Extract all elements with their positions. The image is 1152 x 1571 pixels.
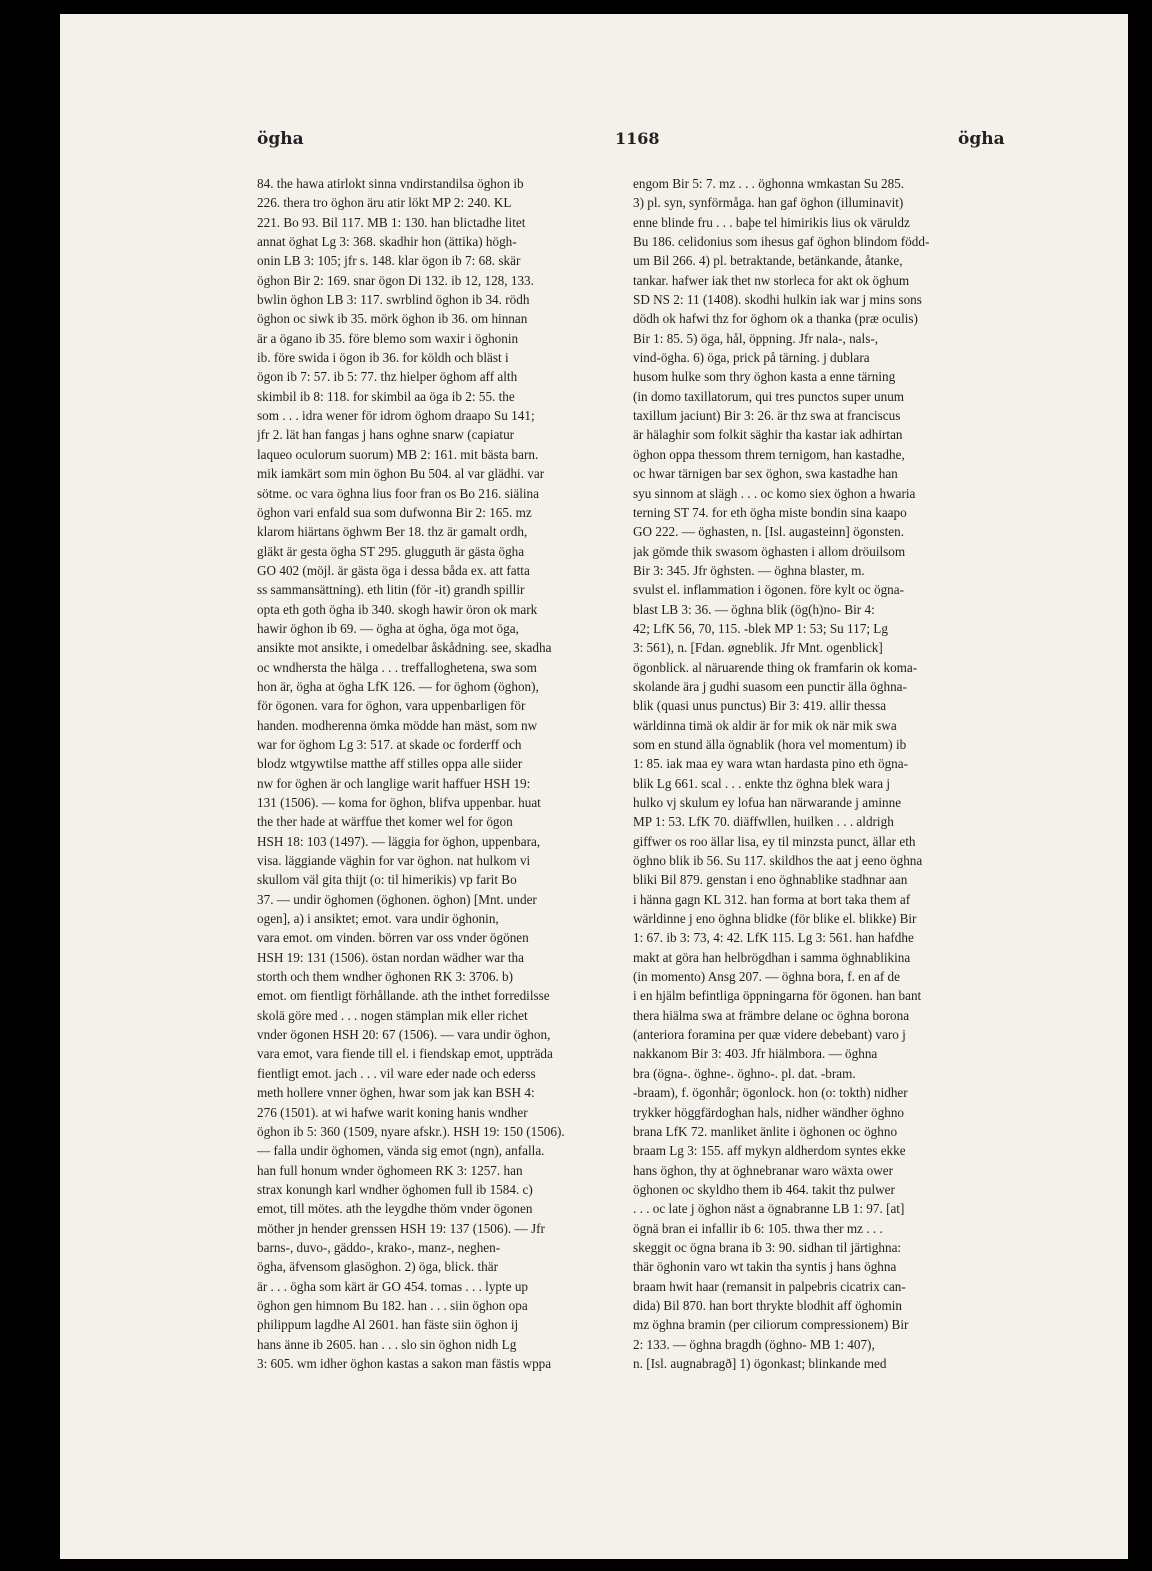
text-line: terning ST 74. for eth ögha miste bondin sina kaapo bbox=[633, 504, 907, 520]
text-line: 84. the hawa atirlokt sinna vndirstandilsa öghon ib bbox=[257, 176, 524, 191]
text-line: war for öghom Lg 3: 517. at skade oc forderff och bbox=[257, 736, 522, 752]
text-line: (in domo taxillatorum, qui tres punctos super unum bbox=[633, 388, 905, 404]
text-line: skolä göre med . . . nogen stämplan mik eller richet bbox=[257, 1007, 528, 1023]
text-line: jfr 2. lät han fangas j hans oghne snarw (capiatur bbox=[257, 427, 515, 443]
text-line: — falla undir öghomen, vända sig emot (ngn), anfalla. bbox=[257, 1143, 545, 1159]
text-line: 3: 561), n. [Fdan. øgneblik. Jfr Mnt. ogenblick] bbox=[633, 640, 883, 656]
text-line: skimbil ib 8: 118. for skimbil aa öga ib 2: 55. the bbox=[257, 388, 515, 404]
text-line: dödh ok hafwi thz for öghom ok a thanka (præ oculis) bbox=[633, 311, 918, 327]
text-line: ogen], a) i ansiktet; emot. vara undir öghonin, bbox=[257, 911, 499, 927]
text-line: emot, till mötes. ath the leygdhe thöm vnder ögonen bbox=[257, 1201, 533, 1217]
text-line: skullom väl gita thijt (o: til himerikis) vp farit Bo bbox=[257, 872, 517, 888]
text-line: dida) Bil 870. han bort thrykte blodhit aff öghomin bbox=[633, 1297, 902, 1313]
text-line: är hälaghir som folkit säghir tha kastar iak adhirtan bbox=[633, 427, 903, 443]
text-line: för ögonen. vara for öghon, vara uppenbarligen för bbox=[257, 698, 526, 714]
text-line: nw for öghen är och langlige warit haffuer HSH 19: bbox=[257, 775, 531, 791]
text-line: brana LfK 72. manliket änlite i öghonen oc öghno bbox=[633, 1123, 898, 1139]
text-line: 1: 85. iak maa ey wara wtan hardasta pino eth ögna- bbox=[633, 756, 909, 772]
text-line: thär öghonin varo wt takin tha syntis j hans öghna bbox=[633, 1259, 897, 1275]
text-line: GO 402 (möjl. är gästa öga i dessa båda ex. att fatta bbox=[257, 562, 530, 578]
text-line: hans öghon, thy at öghnebranar waro wäxta ower bbox=[633, 1162, 894, 1178]
text-line: ansikte mot ansikte, i omedelbar åskådning. see, skadha bbox=[257, 640, 552, 656]
text-line: ögonblick. al näruarende thing ok framfarin ok koma- bbox=[633, 659, 918, 675]
text-line: annat öghat Lg 3: 368. skadhir hon (ättika) högh- bbox=[257, 234, 517, 250]
text-line: trykker höggfärdoghan hals, nidher wändher öghno bbox=[633, 1104, 905, 1120]
text-line: um Bil 266. 4) pl. betraktande, betänkande, åtanke, bbox=[633, 253, 903, 269]
text-line: hawir öghon ib 69. — ögha at ögha, öga mot öga, bbox=[257, 620, 519, 636]
text-line: skolande ära j gudhi suasom een punctir älla öghna- bbox=[633, 678, 907, 694]
text-line: 42; LfK 56, 70, 115. -blek MP 1: 53; Su 117; Lg bbox=[633, 620, 888, 636]
text-line: giffwer os roo ällar lisa, ey til minzsta punct, ällar eth bbox=[633, 833, 916, 849]
text-line: fientligt emot. jach . . . vil ware eder nade och ederss bbox=[257, 1065, 536, 1081]
text-line: tankar. hafwer iak thet nw storleca for akt ok öghum bbox=[633, 272, 910, 288]
text-line: the ther hade at wärffue thet komer wel for ögon bbox=[257, 814, 513, 830]
text-line: . . . oc late j öghon näst a ögnabranne LB 1: 97. [at] bbox=[633, 1201, 905, 1217]
text-line: 226. thera tro öghon äru atir lökt MP 2: 240. KL bbox=[257, 195, 512, 211]
text-line: wärldinna timä ok aldir är for mik ok när mik swa bbox=[633, 717, 897, 733]
text-line: 221. Bo 93. Bil 117. MB 1: 130. han blictadhe litet bbox=[257, 214, 526, 230]
text-line: MP 1: 53. LfK 70. diäffwllen, huilken . . . aldrigh bbox=[633, 814, 894, 830]
header-right-headword: ögha bbox=[958, 129, 1005, 149]
text-line: klarom hiärtans öghwm Ber 18. thz är gamalt ordh, bbox=[257, 524, 528, 540]
text-line: husom hulke som thry öghon kasta a enne tärning bbox=[633, 369, 896, 385]
text-line: handen. modherenna ömka mödde han mäst, som nw bbox=[257, 717, 538, 733]
text-line: opta eth goth ögha ib 340. skogh hawir öron ok mark bbox=[257, 601, 538, 617]
text-line: mz öghna bramin (per ciliorum compressionem) Bir bbox=[633, 1317, 909, 1333]
text-line: HSH 18: 103 (1497). — läggia for öghon, uppenbara, bbox=[257, 833, 541, 849]
text-line: vind-ögha. 6) öga, prick på tärning. j dublara bbox=[633, 350, 870, 366]
text-line: vara emot. om vinden. börren var oss vnder ögönen bbox=[257, 930, 529, 946]
text-line: syu sinnom at slägh . . . oc komo siex öghon a hwaria bbox=[633, 485, 916, 501]
text-line: är . . . ögha som kärt är GO 454. tomas . . . lypte up bbox=[257, 1278, 529, 1294]
text-line: öghon oppa thessom threm ternigom, han kastadhe, bbox=[633, 446, 905, 462]
text-line: strax konungh karl wndher öghomen full ib 1584. c) bbox=[257, 1181, 533, 1197]
text-line: hon är, ögha at ögha LfK 126. — for öghom (öghon), bbox=[257, 678, 539, 694]
text-line: oc hwar tärnigen bar sex öghon, swa kastadhe han bbox=[633, 466, 898, 482]
text-line: vnder ögonen HSH 20: 67 (1506). — vara undir öghon, bbox=[257, 1027, 551, 1043]
text-line: meth hollere vnner öghen, hwar som jak kan BSH 4: bbox=[257, 1085, 535, 1101]
left-column bbox=[257, 174, 631, 1373]
text-line: öghon vari enfald sua som dufwonna Bir 2: 165. mz bbox=[257, 504, 532, 520]
text-line: 3: 605. wm idher öghon kastas a sakon man fästis wppa bbox=[257, 1355, 552, 1371]
text-line: ss sammansättning). eth litin (för -it) grandh spillir bbox=[257, 582, 525, 598]
text-line: blodz wtgywtilse matthe aff stilles oppa alle siider bbox=[257, 756, 523, 772]
text-line: 131 (1506). — koma for öghon, blifva uppenbar. huat bbox=[257, 795, 541, 810]
page-number: 1168 bbox=[615, 129, 660, 148]
text-line: ögha, äfvensom glasöghon. 2) öga, blick. thär bbox=[257, 1259, 498, 1275]
text-line: (anteriora foramina per quæ videre debebant) varo j bbox=[633, 1027, 906, 1043]
text-line: Bu 186. celidonius som ihesus gaf öghon blindom född- bbox=[633, 234, 930, 250]
text-line: 37. — undir öghomen (öghonen. öghon) [Mnt. under bbox=[257, 891, 537, 907]
text-line: 1: 67. ib 3: 73, 4: 42. LfK 115. Lg 3: 561. han hafdhe bbox=[633, 930, 914, 946]
text-line: philippum lagdhe Al 2601. han fäste siin öghon ij bbox=[257, 1317, 519, 1333]
text-line: enne blinde fru . . . baþe tel himirikis lius ok väruldz bbox=[633, 214, 910, 230]
text-line: 276 (1501). at wi hafwe warit koning hanis wndher bbox=[257, 1104, 528, 1120]
header-left-headword: ögha bbox=[257, 129, 304, 149]
text-line: engom Bir 5: 7. mz . . . öghonna wmkastan Su 285. bbox=[633, 176, 905, 191]
text-line: blast LB 3: 36. — öghna blik (ög(h)no- Bir 4: bbox=[633, 601, 875, 617]
text-line: storth och them wndher öghonen RK 3: 3706. b) bbox=[257, 969, 514, 985]
text-line: nakkanom Bir 3: 403. Jfr hiälmbora. — öghna bbox=[633, 1046, 878, 1062]
text-line: Bir 1: 85. 5) öga, hål, öppning. Jfr nala-, nals-, bbox=[633, 330, 879, 346]
text-line: hans änne ib 2605. han . . . slo sin öghon nidh Lg bbox=[257, 1336, 517, 1352]
text-line: makt at göra han helbrögdhan i samma öghnablikina bbox=[633, 949, 911, 965]
text-line: visa. läggiande väghin for var öghon. nat hulkom vi bbox=[257, 853, 531, 869]
text-line: han full honum wnder öghomeen RK 3: 1257. han bbox=[257, 1162, 523, 1178]
text-line: vara emot, vara fiende till el. i fiendskap emot, uppträda bbox=[257, 1046, 553, 1062]
text-line: ib. före swida i ögon ib 36. for köldh och bläst i bbox=[257, 350, 509, 366]
text-line: i en hjälm befintliga öppningarna för ögonen. han bant bbox=[633, 988, 922, 1004]
text-line: oc wndhersta the hälga . . . treffalloghetena, swa som bbox=[257, 659, 537, 675]
text-line: som en stund älla ögnablik (hora vel momentum) ib bbox=[633, 736, 907, 752]
text-line: som . . . idra wener för idrom öghom draapo Su 141; bbox=[257, 408, 535, 424]
text-line: hulko vj skulum ey lofua han närwarande j aminne bbox=[633, 795, 902, 810]
text-line: öghon Bir 2: 169. snar ögon Di 132. ib 12, 128, 133. bbox=[257, 272, 534, 288]
text-line: ögon ib 7: 57. ib 5: 77. thz hielper öghom aff alth bbox=[257, 369, 518, 385]
text-line: är a ögano ib 35. före blemo som waxir i öghonin bbox=[257, 330, 519, 346]
text-line: jak gömde thik swasom öghasten i allom dröuilsom bbox=[633, 543, 906, 559]
text-line: taxillum jaciunt) Bir 3: 26. är thz swa at franciscus bbox=[633, 408, 901, 424]
page-header bbox=[60, 129, 1128, 159]
text-line: blik (quasi unus punctus) Bir 3: 419. allir thessa bbox=[633, 698, 887, 714]
text-line: öghno blik ib 56. Su 117. skildhos the aat j eeno öghna bbox=[633, 853, 923, 869]
text-line: sötme. oc vara öghna lius foor fran os Bo 216. siälina bbox=[257, 485, 540, 501]
text-line: ögnä bran ei infallir ib 6: 105. thwa ther mz . . . bbox=[633, 1220, 883, 1236]
text-line: emot. om fientligt förhållande. ath the inthet forredilsse bbox=[257, 988, 550, 1004]
text-line: wärldinne j eno öghna blidke (för blike el. blikke) Bir bbox=[633, 911, 917, 927]
text-line: bra (ögna-. öghne-. öghno-. pl. dat. -bram. bbox=[633, 1065, 856, 1081]
text-line: gläkt är gesta ögha ST 295. glugguth är gästa ögha bbox=[257, 543, 525, 559]
text-line: i hänna gagn KL 312. han forma at bort taka them af bbox=[633, 891, 911, 907]
dictionary-page bbox=[60, 14, 1128, 1559]
text-line: n. [Isl. augnabragð] 1) ögonkast; blinkande med bbox=[633, 1355, 887, 1371]
text-line: onin LB 3: 105; jfr s. 148. klar ögon ib 7: 68. skär bbox=[257, 253, 521, 269]
text-line: öghonen oc skyldho them ib 464. takit thz pulwer bbox=[633, 1181, 895, 1197]
right-column bbox=[633, 174, 1009, 1373]
text-line: SD NS 2: 11 (1408). skodhi hulkin iak war j mins sons bbox=[633, 292, 922, 308]
text-line: öghon ib 5: 360 (1509, nyare afskr.). HSH 19: 150 (1506). bbox=[257, 1123, 565, 1139]
text-line: mik iamkärt som min öghon Bu 504. al var glädhi. var bbox=[257, 466, 545, 482]
text-line: blik Lg 661. scal . . . enkte thz öghna blek wara j bbox=[633, 775, 891, 791]
text-line: 3) pl. syn, synförmåga. han gaf öghon (illuminavit) bbox=[633, 195, 904, 211]
text-line: -braam), f. ögonhår; ögonlock. hon (o: tokth) nidher bbox=[633, 1085, 908, 1101]
text-line: laqueo oculorum suorum) MB 2: 161. mit bästa barn. bbox=[257, 446, 539, 462]
text-line: HSH 19: 131 (1506). östan nordan wädher war tha bbox=[257, 949, 524, 965]
text-line: svulst el. inflammation i ögonen. före kylt oc ögna- bbox=[633, 582, 905, 598]
text-line: (in momento) Ansg 207. — öghna bora, f. en af de bbox=[633, 969, 900, 985]
text-line: thera hiälma swa at främbre delane oc öghna borona bbox=[633, 1007, 910, 1023]
text-line: barns-, duvo-, gäddo-, krako-, manz-, neghen- bbox=[257, 1239, 501, 1255]
text-line: bliki Bil 879. genstan i eno öghnablike stadhnar aan bbox=[633, 872, 908, 888]
text-line: skeggit oc ögna brana ib 3: 90. sidhan til järtighna: bbox=[633, 1239, 902, 1255]
text-line: GO 222. — öghasten, n. [Isl. augasteinn] ögonsten. bbox=[633, 524, 905, 540]
text-line: bwlin öghon LB 3: 117. swrblind öghon ib 34. rödh bbox=[257, 292, 530, 308]
text-line: braam Lg 3: 155. aff mykyn aldherdom syntes ekke bbox=[633, 1143, 906, 1159]
text-line: 2: 133. — öghna bragdh (öghno- MB 1: 407), bbox=[633, 1336, 875, 1352]
text-line: Bir 3: 345. Jfr öghsten. — öghna blaster, m. bbox=[633, 562, 865, 578]
text-line: möther jn hender grenssen HSH 19: 137 (1506). — Jfr bbox=[257, 1220, 545, 1236]
text-line: öghon gen himnom Bu 182. han . . . siin öghon opa bbox=[257, 1297, 528, 1313]
text-line: braam hwit haar (remansit in palpebris cicatrix can- bbox=[633, 1278, 906, 1294]
text-line: öghon oc siwk ib 35. mörk öghon ib 36. om hinnan bbox=[257, 311, 528, 327]
